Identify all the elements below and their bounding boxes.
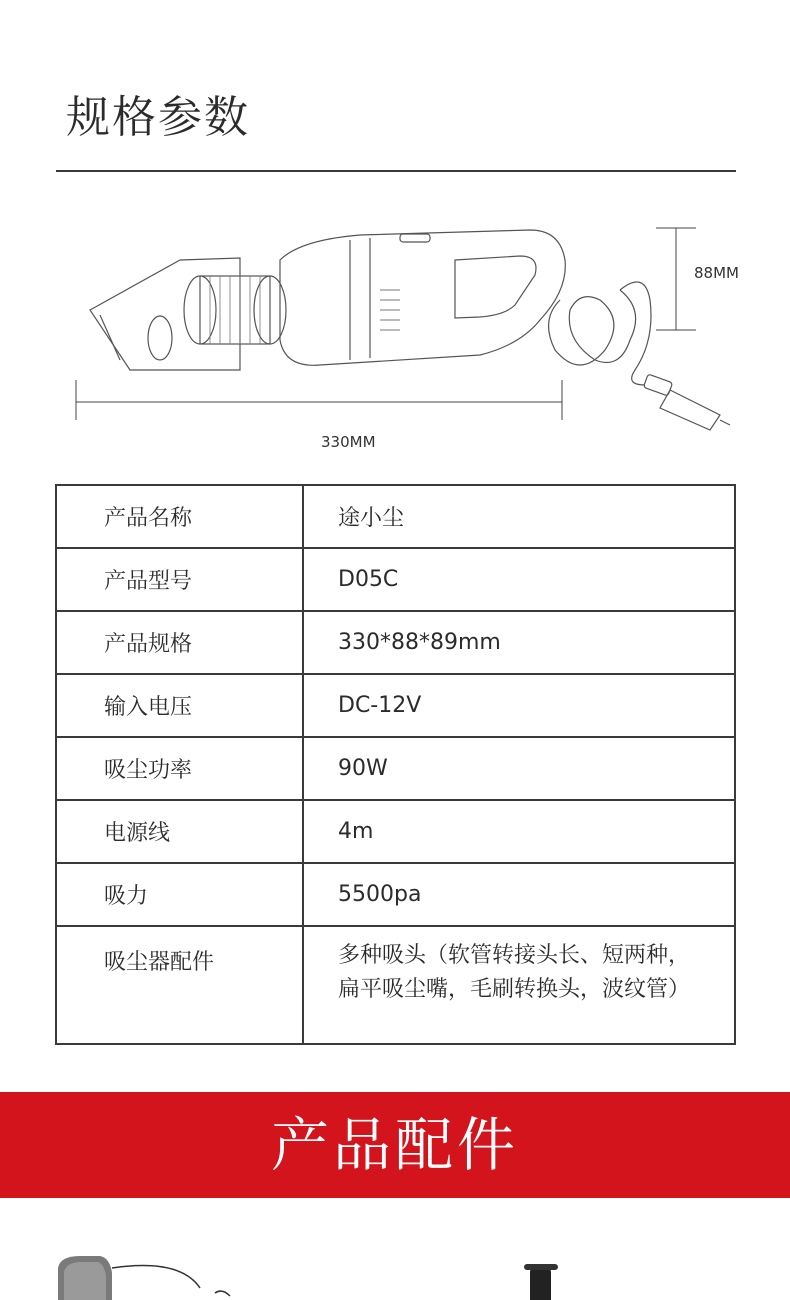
spec-value: 5500pa xyxy=(303,863,735,926)
spec-value: 90W xyxy=(303,737,735,800)
spec-value: 途小尘 xyxy=(303,485,735,548)
accessories-preview-image xyxy=(0,1198,790,1300)
spec-value: D05C xyxy=(303,548,735,611)
table-row xyxy=(56,737,735,800)
spec-label: 吸尘器配件 xyxy=(56,926,303,1044)
table-row xyxy=(56,485,735,548)
spec-table xyxy=(55,484,736,1045)
table-row xyxy=(56,800,735,863)
spec-label: 输入电压 xyxy=(56,674,303,737)
spec-label: 吸力 xyxy=(56,863,303,926)
height-dimension-label: 88MM xyxy=(694,264,739,282)
page-title: 规格参数 xyxy=(66,92,250,143)
spec-value-line: 扁平吸尘嘴，毛刷转换头，波纹管） xyxy=(338,977,691,1002)
spec-value: 4m xyxy=(303,800,735,863)
table-row xyxy=(56,926,735,1044)
title-divider xyxy=(56,170,736,172)
table-row xyxy=(56,611,735,674)
spec-value: 330*88*89mm xyxy=(303,611,735,674)
length-dimension-label: 330MM xyxy=(321,433,376,451)
table-row xyxy=(56,548,735,611)
spec-label: 产品型号 xyxy=(56,548,303,611)
spec-label: 产品名称 xyxy=(56,485,303,548)
table-row xyxy=(56,863,735,926)
accessories-banner xyxy=(0,1092,790,1198)
spec-label: 产品规格 xyxy=(56,611,303,674)
banner-title: 产品配件 xyxy=(270,1111,519,1179)
spec-label: 电源线 xyxy=(56,800,303,863)
spec-value: DC-12V xyxy=(303,674,735,737)
spec-label: 吸尘功率 xyxy=(56,737,303,800)
product-dimension-diagram xyxy=(60,220,760,460)
spec-value xyxy=(303,926,735,1044)
spec-value-line: 多种吸头（软管转接头长、短两种， xyxy=(338,943,691,968)
table-row xyxy=(56,674,735,737)
